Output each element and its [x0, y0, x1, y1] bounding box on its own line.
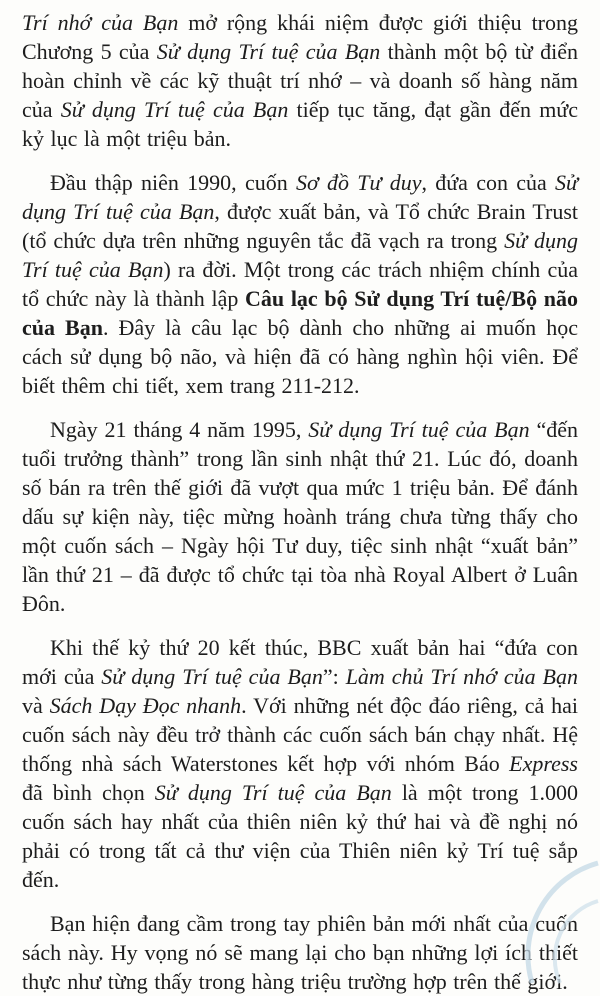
- book-title-run: Làm chủ Trí nhớ của Bạn: [345, 664, 578, 689]
- text-run: . Đây là câu lạc bộ dành cho những ai muốn học cách sử dụng bộ não, và hiện đã có hàng nghìn hội viên. Để biết thêm chi tiết, xem trang 211-212.: [22, 315, 578, 398]
- paragraph: [22, 8, 578, 153]
- book-title-run: Express: [509, 751, 578, 776]
- club-name-bold-run: Câu lạc bộ Sử dụng Trí tuệ/Bộ não của Bạn: [22, 286, 578, 340]
- text-run: mở rộng khái niệm được giới thiệu trong Chương 5 của: [22, 10, 579, 64]
- text-run: “đến tuổi trưởng thành” trong lần sinh nhật thứ 21. Lúc đó, doanh số bán ra trên thế giới đã vượt qua mức 1 triệu bản. Để đánh dấu sự kiện này, tiệc mừng hoành tráng chưa từng thấy cho một cuốn sách – Ngày hội Tư duy, tiệc sinh nhật “xuất bản” lần thứ 21 – đã được tổ chức tại tòa nhà Royal Albert ở Luân Đôn.: [22, 417, 579, 616]
- paragraph: [22, 633, 578, 894]
- text-run: tiếp tục tăng, đạt gần đến mức kỷ lục là một triệu bản.: [22, 97, 578, 151]
- text-run: Đầu thập niên 1990, cuốn: [50, 170, 296, 195]
- text-run: . Với những nét độc đáo riêng, cả hai cuốn sách này đều trở thành các cuốn sách bán chạy nhất. Hệ thống nhà sách Waterstones kết hợp với nhóm Báo: [22, 693, 578, 776]
- book-title-run: Sử dụng Trí tuệ của Bạn: [308, 417, 530, 442]
- book-title-run: Sử dụng Trí tuệ của Bạn: [22, 228, 578, 282]
- book-title-run: Sử dụng Trí tuệ của Bạn: [60, 97, 289, 122]
- book-title-run: Sử dụng Trí tuệ của Bạn: [101, 664, 323, 689]
- text-run: là một trong 1.000 cuốn sách hay nhất của thiên niên kỷ thứ hai và đề nghị nó phải có trong tất cả thư viện của Thiên niên kỷ Trí tuệ sắp đến.: [22, 780, 578, 892]
- book-title-run: Sử dụng Trí tuệ của Bạn: [22, 170, 578, 224]
- text-run: và: [22, 693, 50, 718]
- text-run: Bạn hiện đang cầm trong tay phiên bản mới nhất của cuốn sách này. Hy vọng nó sẽ mang lại cho bạn những lợi ích thiết thực như từng thấy trong hàng triệu trường hợp trên thế giới.: [22, 911, 578, 994]
- book-title-run: Sử dụng Trí tuệ của Bạn: [154, 780, 392, 805]
- book-title-run: Sơ đồ Tư duy: [295, 170, 422, 195]
- paragraph: [22, 909, 578, 996]
- book-title-run: Trí nhớ của Bạn: [22, 10, 179, 35]
- text-run: ) ra đời. Một trong các trách nhiệm chính của tổ chức này là thành lập: [22, 257, 579, 311]
- text-run: ”:: [322, 664, 346, 689]
- text-run: , được xuất bản, và Tổ chức Brain Trust (tổ chức dựa trên những nguyên tắc đã vạch ra trong: [22, 199, 578, 253]
- text-run: đã bình chọn: [22, 780, 155, 805]
- text-run: Khi thế kỷ thứ 20 kết thúc, BBC xuất bản hai “đứa con mới của: [22, 635, 578, 689]
- paragraph: [22, 168, 578, 400]
- book-title-run: Sách Dạy Đọc nhanh: [49, 693, 242, 718]
- text-run: thành một bộ từ điển hoàn chỉnh về các kỹ thuật trí nhớ – và doanh số hàng năm của: [22, 39, 579, 122]
- text-run: , đứa con của: [421, 170, 555, 195]
- book-title-run: Sử dụng Trí tuệ của Bạn: [156, 39, 381, 64]
- paragraph: [22, 415, 578, 618]
- text-run: Ngày 21 tháng 4 năm 1995,: [50, 417, 309, 442]
